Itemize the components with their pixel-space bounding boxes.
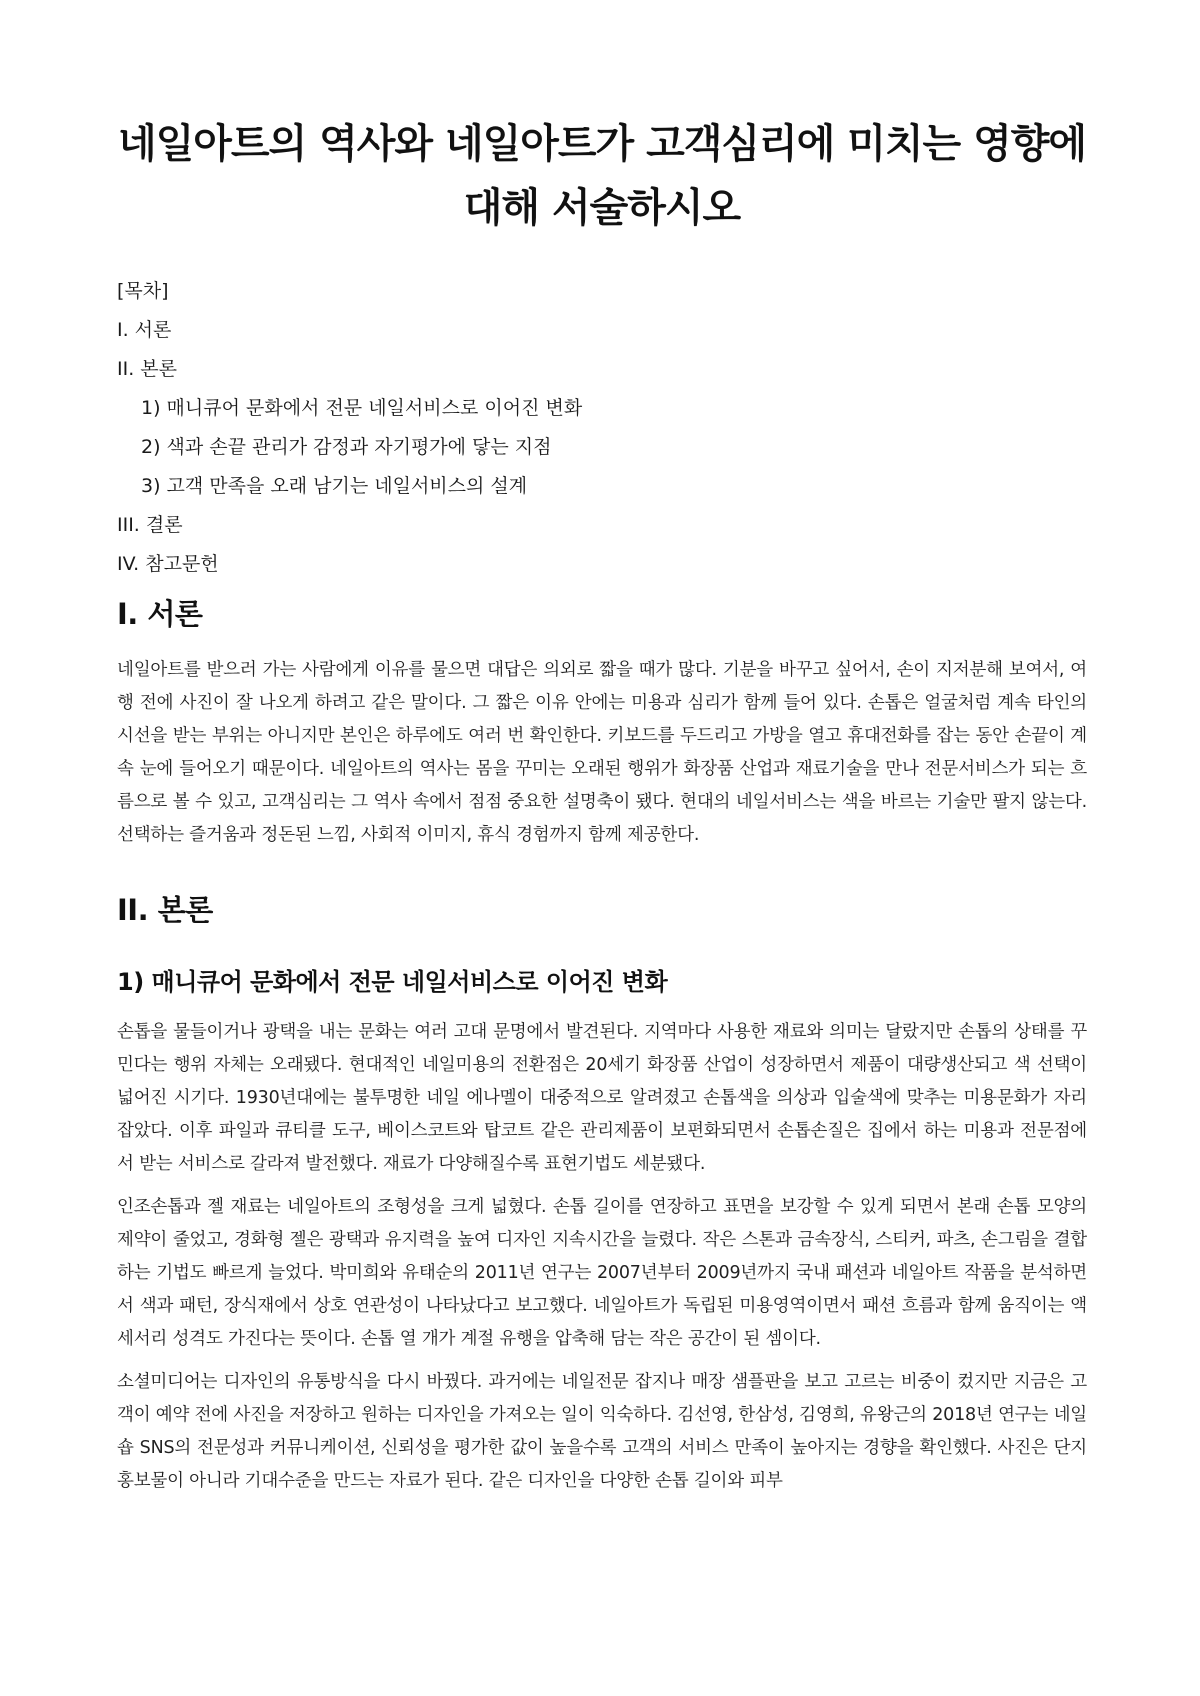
document-title: 네일아트의 역사와 네일아트가 고객심리에 미치는 영향에 대해 서술하시오: [118, 121, 1086, 231]
toc-item-body-2: 2) 색과 손끝 관리가 감정과 자기평가에 닿는 지점: [141, 436, 552, 458]
section-heading-body: II. 본론: [117, 893, 213, 927]
body-paragraph-3: 소셜미디어는 디자인의 유통방식을 다시 바꿨다. 과거에는 네일전문 잡지나 매장 샘플판을 보고 고르는 비중이 컸지만 지금은 고객이 예약 전에 사진을 저장하고 원하는 디자인을 가져오는 일이 익숙하다. 김선영, 한삼성, 김영희, 유왕근의 2018년 연구는 네일숍 SNS의 전문성과 커뮤니케이션, 신뢰성을 평가한 값이 높을수록 고객의 서비스 만족이 높아지는 경향을 확인했다. 사진은 단지 홍보물이 아니라 기대수준을 만드는 자료가 된다. 같은 디자인을 다양한 손톱 길이와 피부: [117, 1372, 1087, 1491]
intro-paragraph: 네일아트를 받으러 가는 사람에게 이유를 물으면 대답은 의외로 짧을 때가 많다. 기분을 바꾸고 싶어서, 손이 지저분해 보여서, 여행 전에 사진이 잘 나오게 하려고 같은 말이다. 그 짧은 이유 안에는 미용과 심리가 함께 들어 있다. 손톱은 얼굴처럼 계속 타인의 시선을 받는 부위는 아니지만 본인은 하루에도 여러 번 확인한다. 키보드를 두드리고 가방을 열고 휴대전화를 잡는 동안 손끝이 계속 눈에 들어오기 때문이다. 네일아트의 역사는 몸을 꾸미는 오래된 행위가 화장품 산업과 재료기술을 만나 전문서비스가 되는 흐름으로 볼 수 있고, 고객심리는 그 역사 속에서 점점 중요한 설명축이 됐다. 현대의 네일서비스는 색을 바르는 기술만 팔지 않는다. 선택하는 즐거움과 정돈된 느낌, 사회적 이미지, 휴식 경험까지 함께 제공한다.: [117, 660, 1087, 845]
toc-item-body-1: 1) 매니큐어 문화에서 전문 네일서비스로 이어진 변화: [141, 397, 583, 419]
toc-item-body-3: 3) 고객 만족을 오래 남기는 네일서비스의 설계: [141, 475, 528, 497]
toc-item-intro: I. 서론: [117, 319, 172, 341]
subsection-heading-1: 1) 매니큐어 문화에서 전문 네일서비스로 이어진 변화: [117, 968, 668, 996]
body-paragraph-2: 인조손톱과 젤 재료는 네일아트의 조형성을 크게 넓혔다. 손톱 길이를 연장하고 표면을 보강할 수 있게 되면서 본래 손톱 모양의 제약이 줄었고, 경화형 젤은 광택과 유지력을 높여 디자인 지속시간을 늘렸다. 작은 스톤과 금속장식, 스티커, 파츠, 손그림을 결합하는 기법도 빠르게 늘었다. 박미희와 유태순의 2011년 연구는 2007년부터 2009년까지 국내 패션과 네일아트 작품을 분석하면서 색과 패턴, 장식재에서 상호 연관성이 나타났다고 보고했다. 네일아트가 독립된 미용영역이면서 패션 흐름과 함께 움직이는 액세서리 성격도 가진다는 뜻이다. 손톱 열 개가 계절 유행을 압축해 담는 작은 공간이 된 셈이다.: [117, 1197, 1087, 1349]
toc-item-references: IV. 참고문헌: [117, 553, 219, 575]
section-heading-intro: I. 서론: [117, 597, 203, 631]
toc-item-body: II. 본론: [117, 358, 177, 380]
toc-heading: [목차]: [117, 280, 169, 302]
table-of-contents: [117, 280, 1087, 576]
toc-item-conclusion: III. 결론: [117, 514, 183, 536]
body-paragraph-1: 손톱을 물들이거나 광택을 내는 문화는 여러 고대 문명에서 발견된다. 지역마다 사용한 재료와 의미는 달랐지만 손톱의 상태를 꾸민다는 행위 자체는 오래됐다. 현대적인 네일미용의 전환점은 20세기 화장품 산업이 성장하면서 제품이 대량생산되고 색 선택이 넓어진 시기다. 1930년대에는 불투명한 네일 에나멜이 대중적으로 알려졌고 손톱색을 의상과 입술색에 맞추는 미용문화가 자리 잡았다. 이후 파일과 큐티클 도구, 베이스코트와 탑코트 같은 관리제품이 보편화되면서 손톱손질은 집에서 하는 미용과 전문점에서 받는 서비스로 갈라져 발전했다. 재료가 다양해질수록 표현기법도 세분됐다.: [117, 1022, 1087, 1174]
